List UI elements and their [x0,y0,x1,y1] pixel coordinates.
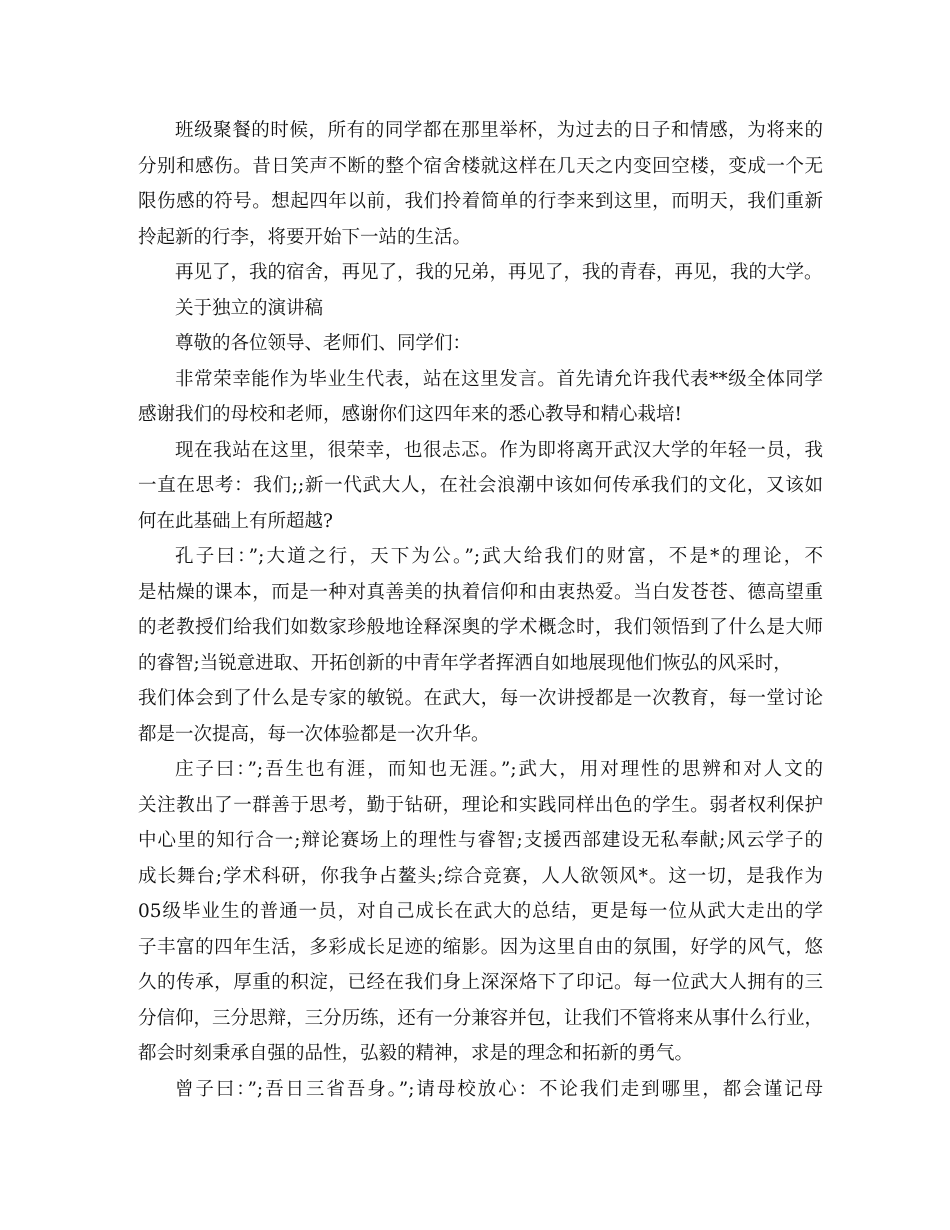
text-line: 的睿智;当锐意进取、开拓创新的中青年学者挥洒自如地展现他们恢弘的风采时， [138,652,792,674]
text-line: 限伤感的符号。想起四年以前，我们拎着简单的行李来到这里，而明天，我们重新 [138,191,823,212]
text-line: 05级毕业生的普通一员，对自己成长在武大的总结，更是每一位从武大走出的学 [138,901,823,922]
text-line: 的老教授们给我们如数家珍般地诠释深奥的学术概念时，我们领悟到了什么是大师 [138,617,823,638]
text-line: 现在我站在这里，很荣幸，也很忐忑。作为即将离开武汉大学的年轻一员，我 [175,439,823,461]
text-line: 拎起新的行李，将要开始下一站的生活。 [138,226,472,248]
text-line: 孔子曰：”;大道之行，天下为公。”;武大给我们的财富，不是*的理论，不 [175,546,823,567]
text-line: 何在此基础上有所超越? [138,510,333,532]
text-line: 都会时刻秉承自强的品性，弘毅的精神，求是的理念和拓新的勇气。 [138,1043,694,1064]
text-line: 都是一次提高，每一次体验都是一次升华。 [138,723,490,745]
text-line: 非常荣幸能作为毕业生代表，站在这里发言。首先请允许我代表**级全体同学 [175,368,823,390]
text-line: 子丰富的四年生活，多彩成长足迹的缩影。因为这里自由的氛围，好学的风气，悠 [138,936,823,958]
text-line: 是枯燥的课本，而是一种对真善美的执着信仰和由衷热爱。当白发苍苍、德高望重 [138,581,823,603]
text-line: 一直在思考：我们;;新一代武大人，在社会浪潮中该如何传承我们的文化，又该如 [138,475,823,496]
text-line: 再见了，我的宿舍，再见了，我的兄弟，再见了，我的青春，再见，我的大学。 [175,262,823,283]
text-line: 分别和感伤。昔日笑声不断的整个宿舍楼就这样在几天之内变回空楼，变成一个无 [138,155,823,177]
heading-line: 关于独立的演讲稿 [175,297,324,319]
salutation-line: 尊敬的各位领导、老师们、同学们： [175,333,472,354]
text-line: 中心里的知行合一;辩论赛场上的理性与睿智;支援西部建设无私奉献;风云学子的 [138,830,823,851]
text-line: 久的传承，厚重的积淀，已经在我们身上深深烙下了印记。每一位武大人拥有的三 [138,972,823,993]
text-line: 曾子曰：”;吾日三省吾身。”;请母校放心：不论我们走到哪里，都会谨记母 [175,1078,823,1100]
text-line: 庄子曰：”;吾生也有涯，而知也无涯。”;武大，用对理性的思辨和对人文的 [175,759,823,780]
text-line: 感谢我们的母校和老师，感谢你们这四年来的悉心教导和精心栽培! [138,404,682,425]
text-line: 关注教出了一群善于思考，勤于钻研，理论和实践同样出色的学生。弱者权利保护 [138,794,823,816]
text-line: 分信仰，三分思辩，三分历练，还有一分兼容并包，让我们不管将来从事什么行业， [138,1007,823,1029]
text-line: 成长舞台;学术科研，你我争占鳌头;综合竞赛，人人欲领风*。这一切，是我作为 [138,865,823,887]
body-text [138,113,823,1107]
text-line: 我们体会到了什么是专家的敏锐。在武大，每一次讲授都是一次教育，每一堂讨论 [138,688,823,709]
text-line: 班级聚餐的时候，所有的同学都在那里举杯，为过去的日子和情感，为将来的 [175,120,823,141]
